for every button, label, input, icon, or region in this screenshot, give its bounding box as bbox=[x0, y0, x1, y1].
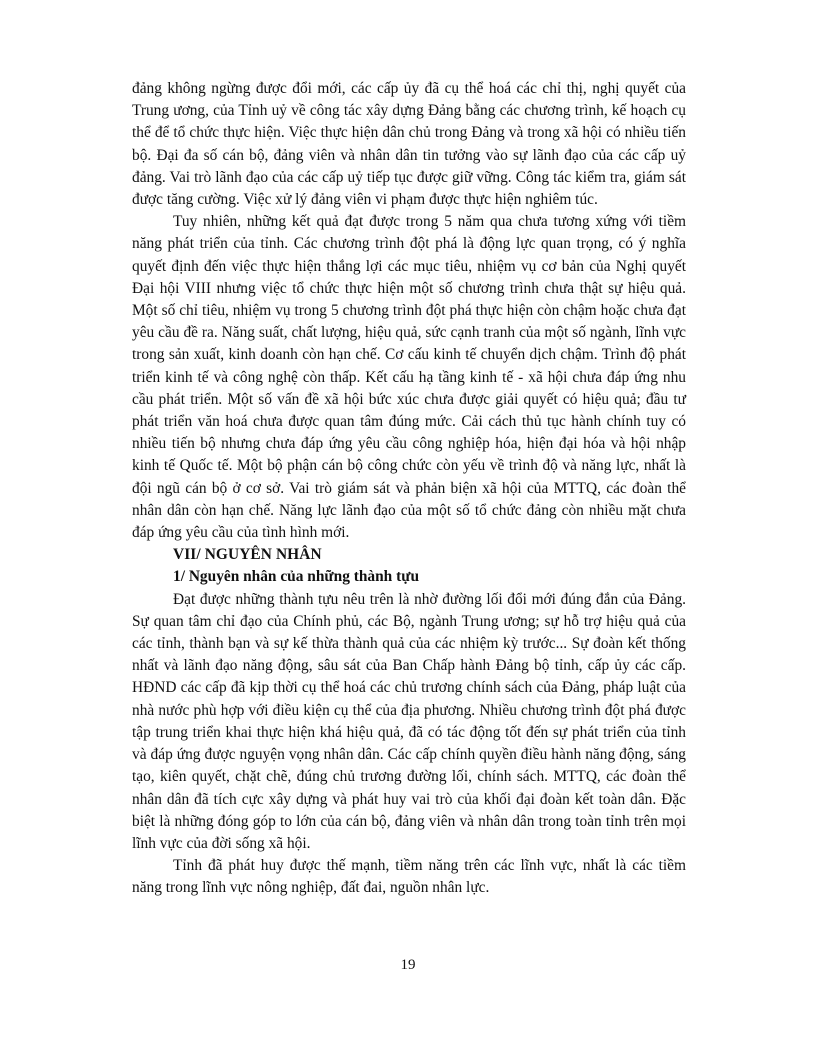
subsection-heading-achievement-causes: 1/ Nguyên nhân của những thành tựu bbox=[173, 568, 420, 586]
page-number: 19 bbox=[400, 957, 416, 973]
paragraph-achievement-causes: Đạt được những thành tựu nêu trên là nhờ đường lối đổi mới đúng đắn của Đảng. Sự quan tâm chỉ đạo của Chính phủ, các Bộ, ngành Trung ương; sự hỗ trợ hiệu quả của các tỉnh, thành bạn và sự kế thừa thành quả của các nhiệm kỳ trước... Sự đoàn kết thống nhất và lãnh đạo năng động, sâu sát của Ban Chấp hành Đảng bộ tỉnh, cấp ủy các cấp. HĐND các cấp đã kịp thời cụ thể hoá các chủ trương chính sách của Đảng, pháp luật của nhà nước phù hợp với điều kiện cụ thể của địa phương. Nhiều chương trình đột phá được tập trung triển khai thực hiện khá hiệu quả, đã có tác động tốt đến sự phát triển của tỉnh và đáp ứng được nguyện vọng nhân dân. Các cấp chính quyền điều hành năng động, sáng tạo, kiên quyết, chặt chẽ, đúng chủ trương đường lối, chính sách. MTTQ, các đoàn thể nhân dân đã tích cực xây dựng và phát huy vai trò của khối đại đoàn kết toàn dân. Đặc biệt là những đóng góp to lớn của cán bộ, đảng viên và nhân dân trong toàn tỉnh trên mọi lĩnh vực của đời sống xã hội. bbox=[132, 590, 686, 852]
paragraph-party-building-continuation: đảng không ngừng được đổi mới, các cấp ủy đã cụ thể hoá các chỉ thị, nghị quyết của Trung ương, của Tỉnh uỷ về công tác xây dựng Đảng bằng các chương trình, kế hoạch cụ thể để tổ chức thực hiện. Việc thực hiện dân chủ trong Đảng và trong xã hội có nhiều tiến bộ. Đại đa số cán bộ, đảng viên và nhân dân tin tưởng vào sự lãnh đạo của các cấp uỷ đảng. Vai trò lãnh đạo của các cấp uỷ tiếp tục được giữ vững. Công tác kiểm tra, giám sát được tăng cường. Việc xử lý đảng viên vi phạm được thực hiện nghiêm túc. bbox=[132, 80, 686, 209]
paragraph-provincial-strengths: Tỉnh đã phát huy được thế mạnh, tiềm năng trên các lĩnh vực, nhất là các tiềm năng trong lĩnh vực nông nghiệp, đất đai, nguồn nhân lực. bbox=[132, 857, 686, 897]
page-body bbox=[132, 78, 686, 900]
section-heading-causes: VII/ NGUYÊN NHÂN bbox=[173, 546, 322, 564]
paragraph-limitations: Tuy nhiên, những kết quả đạt được trong 5 năm qua chưa tương xứng với tiềm năng phát triển của tỉnh. Các chương trình đột phá là động lực quan trọng, có ý nghĩa quyết định đến việc thực hiện thắng lợi các mục tiêu, nhiệm vụ cơ bản của Nghị quyết Đại hội VIII nhưng việc tổ chức thực hiện một số chương trình chưa thật sự hiệu quả. Một số chỉ tiêu, nhiệm vụ trong 5 chương trình đột phá thực hiện còn chậm hoặc chưa đạt yêu cầu đề ra. Năng suất, chất lượng, hiệu quả, sức cạnh tranh của một số ngành, lĩnh vực trong sản xuất, kinh doanh còn hạn chế. Cơ cấu kinh tế chuyển dịch chậm. Trình độ phát triển kinh tế và công nghệ còn thấp. Kết cấu hạ tầng kinh tế - xã hội chưa đáp ứng nhu cầu phát triển. Một số vấn đề xã hội bức xúc chưa được giải quyết có hiệu quả; đầu tư phát triển văn hoá chưa được quan tâm đúng mức. Cải cách thủ tục hành chính tuy có nhiều tiến bộ nhưng chưa đáp ứng yêu cầu công nghiệp hóa, hiện đại hóa và hội nhập kinh tế Quốc tế. Một bộ phận cán bộ công chức còn yếu về trình độ và năng lực, nhất là đội ngũ cán bộ ở cơ sở. Vai trò giám sát và phản biện xã hội của MTTQ, các đoàn thể nhân dân còn hạn chế. Năng lực lãnh đạo của một số tổ chức đảng còn nhiều mặt chưa đáp ứng yêu cầu của tình hình mới. bbox=[132, 213, 686, 542]
